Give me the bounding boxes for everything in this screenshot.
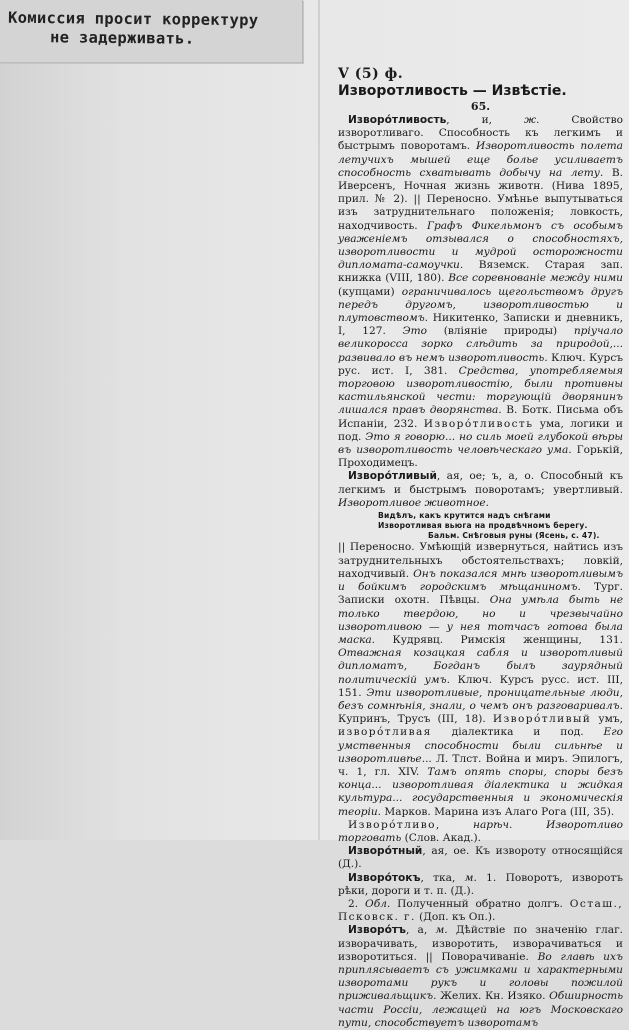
italic-run: Обл. [365,897,391,910]
italic-run: м. [435,924,448,937]
italic-run: Изворотливо торговать [338,818,623,844]
text-run: В. Иверсенъ, Ночная жизнь животн. (Нива 1895, прил. № 2). || Переносно. Умѣнье выпутываться изъ затруднительнаго положенія; ловкость, находчивость. [338,166,623,232]
text-run: , ая, ое. Къ извороту относящійся (Д.). [338,845,623,871]
text-run: Ключ. Курсъ русс. ист. III, 151. [338,673,623,699]
text-run: Тург. Записки охотн. Пѣвцы. [338,581,623,607]
spaced-run: Осташ., Псковск. г. [338,897,623,924]
text-run: (купцами) [338,285,402,298]
italic-run: Это [402,325,428,338]
text-run: Полученный обратно долгъ. [390,897,570,910]
entry-izvorotok-sense-2 [338,898,623,924]
headword: Изворо́тливый [348,470,437,483]
text-run: Дѣйствіе по значенію глаг. изворачивать, изворотить, изворачиваться и изворотиться. || Поворачиваніе. [338,924,623,963]
text-run: , и, [446,114,524,126]
italic-run: нарѣч. [473,818,513,831]
text-run: (вліяніе природы) [427,325,574,338]
entry-izvorotlivo [338,819,623,845]
text-run: Л. Тлст. Война и миръ. Эпилогъ, ч. 1, гл. XIV. [338,752,623,778]
text-run: , тка, [420,871,465,884]
italic-run: Обширность части Россіи, лежащей на югъ Московскаго пути, способствуетъ изворотамъ [338,990,623,1029]
italic-run: Онъ показался мнѣ изворотливымъ и бойкимъ городскимъ мѣщаниномъ. [338,567,623,594]
entry-izvorotnyi [338,845,623,871]
text-run: 1. Поворотъ, изворотъ рѣки, дороги и т. п. (Д.). [338,871,623,897]
text-run: (Слов. Акад.). [401,831,481,844]
text-run: Горькій, Проходимецъ. [338,444,623,470]
text-run: Марков. Марина изъ Алаго Рога (III, 35). [381,805,615,818]
italic-run: Все соревнованіе между ними [448,272,623,285]
entry-izvorot [338,924,623,1030]
text-run: Желих. Кн. Изяко. [436,990,550,1003]
italic-run: пріучало великоросса зорко слѣдить за природой,... развивало въ немъ изворотливость. [338,325,623,364]
italic-run: ж. [523,114,540,126]
entry-izvorotok [338,872,623,898]
italic-run: Отважная козацкая сабля и изворотливый дипломатъ, Богданъ былъ заурядный политическій умъ. [338,647,623,686]
text-run: діалектика и под. [431,726,604,739]
dictionary-column [338,66,623,1030]
text-run [512,819,546,831]
italic-run: ограничивалось щегольствомъ другъ передъ другомъ, изворотливостью и плутовствомъ. [338,285,623,325]
italic-run: Изворотливость полета летучихъ мышей еще болье усиливаетъ способность схватывать добычу на лету. [338,140,623,179]
italic-run: Средства, употребляемыя торговою изворотливостію, были противны кастильянской чести: торгующій дворянинъ лишался правъ дворянства. [338,364,623,417]
verse-quote [378,511,623,540]
page-fold-line [318,0,320,840]
signature-mark [338,66,623,83]
entry-body [338,898,623,923]
italic-run: Она умѣла быть не только твердою, но и чрезвычайно изворотливою — у нея тотчасъ готова была маска. [338,594,623,646]
entry-izvorotlivyi [338,470,623,510]
text-run: умъ, [591,713,623,726]
text-run: Ключ. Курсъ рус. ист. I, 381. [338,351,623,377]
headword: Изворо́тный [348,845,423,858]
running-title: Изворотливость — Извѣстіе. [338,83,567,99]
italic-run: Во главѣ ихъ приплясываетъ съ ужимками и характерными изворотами рукъ и головы пожилой приживальщикъ. [338,950,623,1003]
page-number: 65. [470,100,491,113]
verse-line: Изворотливая вьюга на продвѣчномъ берегу. [378,520,588,530]
entry-body [338,924,623,1028]
stamp-line-2: не задерживать. [49,28,195,48]
italic-run: м. [464,871,477,884]
text-run: ума, логики и под. [338,417,623,443]
entry-izvorotlivyi-figurative [338,541,623,818]
verse-source: Бальм. Снѣговыя руны (Ясень, с. 47). [428,530,600,540]
text-run: Свойство изворотливаго. Способность къ легкимъ и быстрымъ поворотамъ. [338,114,623,153]
proofreading-stamp [0,0,303,63]
text-run: (Доп. къ Оп.). [415,911,496,924]
text-run: Никитенко, Записки и дневникъ, I, 127. [338,312,623,338]
spaced-run: Изворо́тливый [492,713,592,726]
spaced-run: Изворо́тливость [423,417,534,430]
italic-run: Графъ Фикельмонъ съ особымъ уваженіемъ отзывался о способностяхъ, изворотливости и мудрой осторожности дипломата-самоучки. [338,219,623,272]
entry-body [338,114,623,469]
stamp-line-1: Комиссия просит корректуру [7,8,259,30]
headword: Изворо́токъ [348,871,421,884]
text-run: В. Ботк. Письма объ Испаніи, 232. [338,404,623,430]
entry-izvorotlivost [338,114,623,470]
italic-run: Эти изворотливые, проницательные люди, безъ сомнѣнія, знали, о чемъ онъ разговаривалъ. [338,686,623,712]
entry-body [338,541,623,817]
italic-run: Изворотливое животное. [338,496,489,509]
signature-text: V (5) ф. [338,66,404,82]
text-run: 2. [348,897,366,910]
italic-run: Его умственныя способности были сильнѣе и изворотливѣе... [338,726,623,765]
text-run: Кудрявц. Римскія женщины, 131. [375,633,623,646]
headword: Изворо́тъ [348,924,406,937]
italic-run: Тамъ опять споры, споры безъ конца... изворотливая діалектика и жидкая культура... государственныя и экономическія теоріи. [338,765,623,818]
spaced-run: изворо́тливая [338,726,432,739]
headword: Изворо́тливо [348,818,436,831]
text-run: || Переносно. Умѣющій извернуться, найтись изъ затруднительныхъ обстоятельствахъ; ловкій, находчивый. [338,541,623,580]
text-run: , а, [405,924,436,937]
text-run: , ая, ое; ъ, а, о. Способный къ легкимъ и быстрымъ поворотамъ; увертливый. [338,470,623,496]
text-run: Вяземск. Старая зап. книжка (VIII, 180). [338,259,623,285]
text-run: Купринъ, Трусъ (III, 18). [338,713,493,726]
italic-run: Это я говорю... но силь моей глубокой вѣры въ изворотливость человѣческаго ума. [338,430,623,457]
headword: Изворо́тливость [348,114,447,126]
verse-line: Видѣлъ, какъ крутится надъ снѣгами [378,511,551,521]
text-run: , [435,818,473,831]
